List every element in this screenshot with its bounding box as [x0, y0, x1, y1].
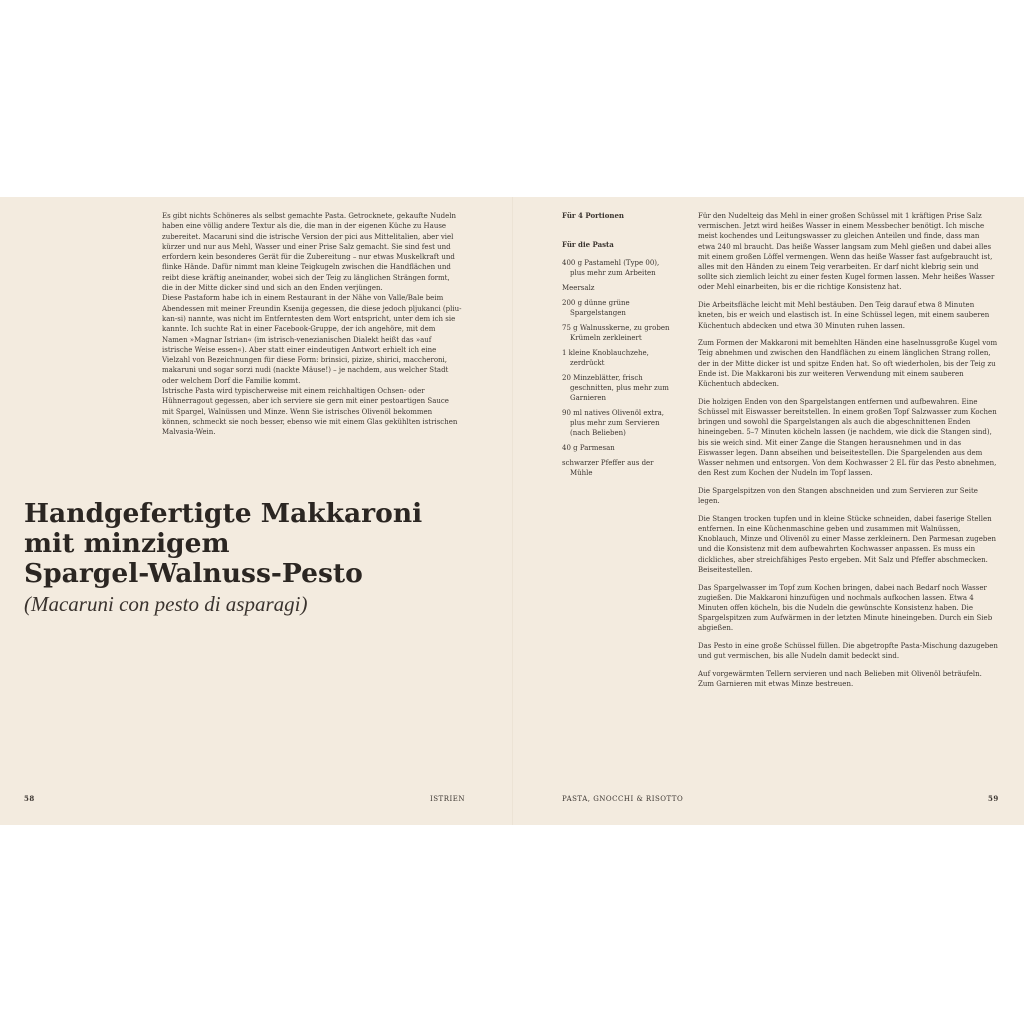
method-step: Auf vorgewärmten Tellern servieren und nach Belieben mit Olivenöl beträufeln. Zum Garnieren mit etwas Minze bestreuen.	[698, 669, 982, 689]
ingredient-item: 400 g Pastamehl (Type 00), plus mehr zum Arbeiten	[562, 259, 660, 277]
page-number-right: 59	[988, 794, 999, 803]
intro-paragraph: Istrische Pasta wird typischerweise mit einem reichhaltigen Ochsen- oder Hühnerragout gegessen, aber ich serviere sie gern mit einer pestoartigen Sauce mit Spargel, Walnüssen und Minze. Wenn Sie istrisches Olivenöl bekommen können, schmeckt sie noch besser, ebenso wie mit einem Glas gekühlten istrischen Malvasia-Wein.	[162, 387, 458, 437]
ingredient-list	[562, 258, 672, 478]
portions-heading: Für 4 Portionen	[562, 211, 624, 220]
method-column	[698, 211, 998, 697]
ingredient-item: 40 g Parmesan	[562, 444, 615, 452]
method-step: Die Stangen trocken tupfen und in kleine Stücke schneiden, dabei faserige Stellen entfernen. In eine Küchenmaschine geben und zusammen mit Walnüssen, Knoblauch, Minze und Olivenöl zu einer Masse zerkleinern. Den Parmesan zugeben und die Konsistenz mit dem aufbewahrten Kochwasser anpassen. Es muss ein dickliches, aber streichfähiges Pesto ergeben. Mit Salz und Pfeffer abschmecken. Beiseitestellen.	[698, 514, 996, 574]
ingredient-item: schwarzer Pfeffer aus der Mühle	[562, 459, 654, 477]
ingredient-item: Meersalz	[562, 284, 595, 292]
ingredient-item: 200 g dünne grüne Spargelstangen	[562, 299, 630, 317]
method-step: Die holzigen Enden von den Spargelstangen entfernen und aufbewahren. Eine Schüssel mit Eiswasser bereitstellen. In einem großen Topf Salzwasser zum Kochen bringen und sowohl die Spargelstangen als auch die abgeschnittenen Enden hineingeben. 5–7 Minuten köcheln lassen (je nachdem, wie dick die Stangen sind), bis sie weich sind. Mit einer Zange die Stangen herausnehmen und in das Eiswasser legen. Dann abseihen und beiseitestellen. Die Spargelenden aus dem Wasser nehmen und entsorgen. Von dem Kochwasser 2 EL für das Pesto abnehmen, den Rest zum Kochen der Nudeln im Topf lassen.	[698, 397, 997, 478]
ingredient-item: 75 g Walnusskerne, zu groben Krümeln zerkleinert	[562, 324, 670, 342]
book-spread	[0, 197, 1024, 825]
method-step: Das Spargelwasser im Topf zum Kochen bringen, dabei nach Bedarf noch Wasser zugießen. Die Makkaroni hinzufügen und nochmals aufkochen lassen. Etwa 4 Minuten offen köcheln, bis die Nudeln die gewünschte Konsistenz haben. Die Spargelspitzen zum Aufwärmen in der letzten Minute hineingeben. Durch ein Sieb abgießen.	[698, 583, 993, 633]
pasta-heading: Für die Pasta	[562, 240, 614, 249]
recipe-title-line: mit minzigem	[24, 528, 230, 559]
ingredient-item: 90 ml natives Olivenöl extra, plus mehr zum Servieren (nach Belieben)	[562, 409, 665, 437]
ingredient-item: 20 Minzeblätter, frisch geschnitten, plus mehr zum Garnieren	[562, 374, 669, 402]
running-footer-left: ISTRIEN	[430, 795, 465, 803]
method-step: Die Spargelspitzen von den Stangen abschneiden und zum Servieren zur Seite legen.	[698, 486, 978, 506]
recipe-title-line: Spargel-Walnuss-Pesto	[24, 558, 363, 589]
method-step: Das Pesto in eine große Schüssel füllen. Die abgetropfte Pasta-Mischung dazugeben und gut vermischen, bis alle Nudeln damit bedeckt sind.	[698, 642, 998, 661]
recipe-title-block	[24, 499, 484, 617]
ingredients-column	[562, 211, 672, 483]
intro-paragraph: Es gibt nichts Schöneres als selbst gemachte Pasta. Getrocknete, gekaufte Nudeln haben eine völlig andere Textur als die, die man in der eigenen Küche zu Hause zubereitet. Macaruni sind die istrische Version der pici aus Mittelitalien, aber viel kürzer und nur aus Mehl, Wasser und einer Prise Salz gemacht. Sie sind fest und erfordern kein besonderes Gerät für die Zubereitung – nur etwas Muskelkraft und flinke Hände. Dafür nimmt man kleine Teigkugeln zwischen die Handflächen und reibt diese kräftig aneinander, wobei sich der Teig zu länglichen Strängen formt, die in der Mitte dicker sind und sich an den Enden verjüngen.	[162, 212, 456, 293]
page-number-left: 58	[24, 794, 35, 803]
page-gutter	[512, 197, 513, 825]
method-step: Die Arbeitsfläche leicht mit Mehl bestäuben. Den Teig darauf etwa 8 Minuten kneten, bis er weich und elastisch ist. In eine Schüssel legen, mit einem sauberen Küchentuch abdecken und etwa 30 Minuten ruhen lassen.	[698, 301, 990, 330]
method-step: Zum Formen der Makkaroni mit bemehlten Händen eine haselnussgroße Kugel vom Teig abnehmen und zwischen den Handflächen zu einem länglichen Strang rollen, der in der Mitte dicker ist und spitze Enden hat. So oft wiederholen, bis der Teig zu Ende ist. Die Makkaroni bis zur weiteren Verwendung mit einem sauberen Küchentuch abdecken.	[698, 339, 998, 389]
recipe-title-line: Handgefertigte Makkaroni	[24, 498, 423, 529]
ingredient-item: 1 kleine Knoblauchzehe, zerdrückt	[562, 349, 649, 367]
intro-paragraph: Diese Pastaform habe ich in einem Restaurant in der Nähe von Valle/Bale beim Abendessen mit meiner Freundin Ksenija gegessen, die diese jedoch pljukanci (pliu-kan-si) nannte, was nicht im Entferntesten dem Wort entspricht, unter dem ich sie kannte. Ich suchte Rat in einer Facebook-Gruppe, der ich angehöre, mit dem Namen »Magnar Istrian« (im istrisch-venezianischen Dialekt heißt das »auf istrische Weise essen«). Aber statt einer eindeutigen Antwort erhielt ich eine Vielzahl von Bezeichnungen für diese Form: brinsici, pizize, shirici, maccheroni, makaruni und sogar sorzi nudi (nackte Mäuse!) – je nachdem, aus welcher Stadt oder welchem Dorf die Familie kommt.	[162, 294, 462, 385]
recipe-title	[24, 499, 484, 589]
method-step: Für den Nudelteig das Mehl in einer großen Schüssel mit 1 kräftigen Prise Salz vermischen. Jetzt wird heißes Wasser in einem Messbecher benötigt. Ich mische meist kochendes und Leitungswasser zu gleichen Anteilen und finde, dass man etwa 240 ml braucht. Das heiße Wasser langsam zum Mehl gießen und dabei alles mit einem großen Löffel vermengen. Wenn das heiße Wasser fast aufgebraucht ist, alles mit den Händen zu einem Teig verarbeiten. Er darf nicht klebrig sein und sollte sich ziemlich leicht zu einer festen Kugel formen lassen. Mehr heißes Wasser oder Mehl einarbeiten, bis er die richtige Konsistenz hat.	[698, 212, 995, 292]
running-footer-right: PASTA, GNOCCHI & RISOTTO	[562, 795, 684, 803]
recipe-subtitle: (Macaruni con pesto di asparagi)	[24, 592, 308, 616]
intro-text	[162, 211, 462, 438]
